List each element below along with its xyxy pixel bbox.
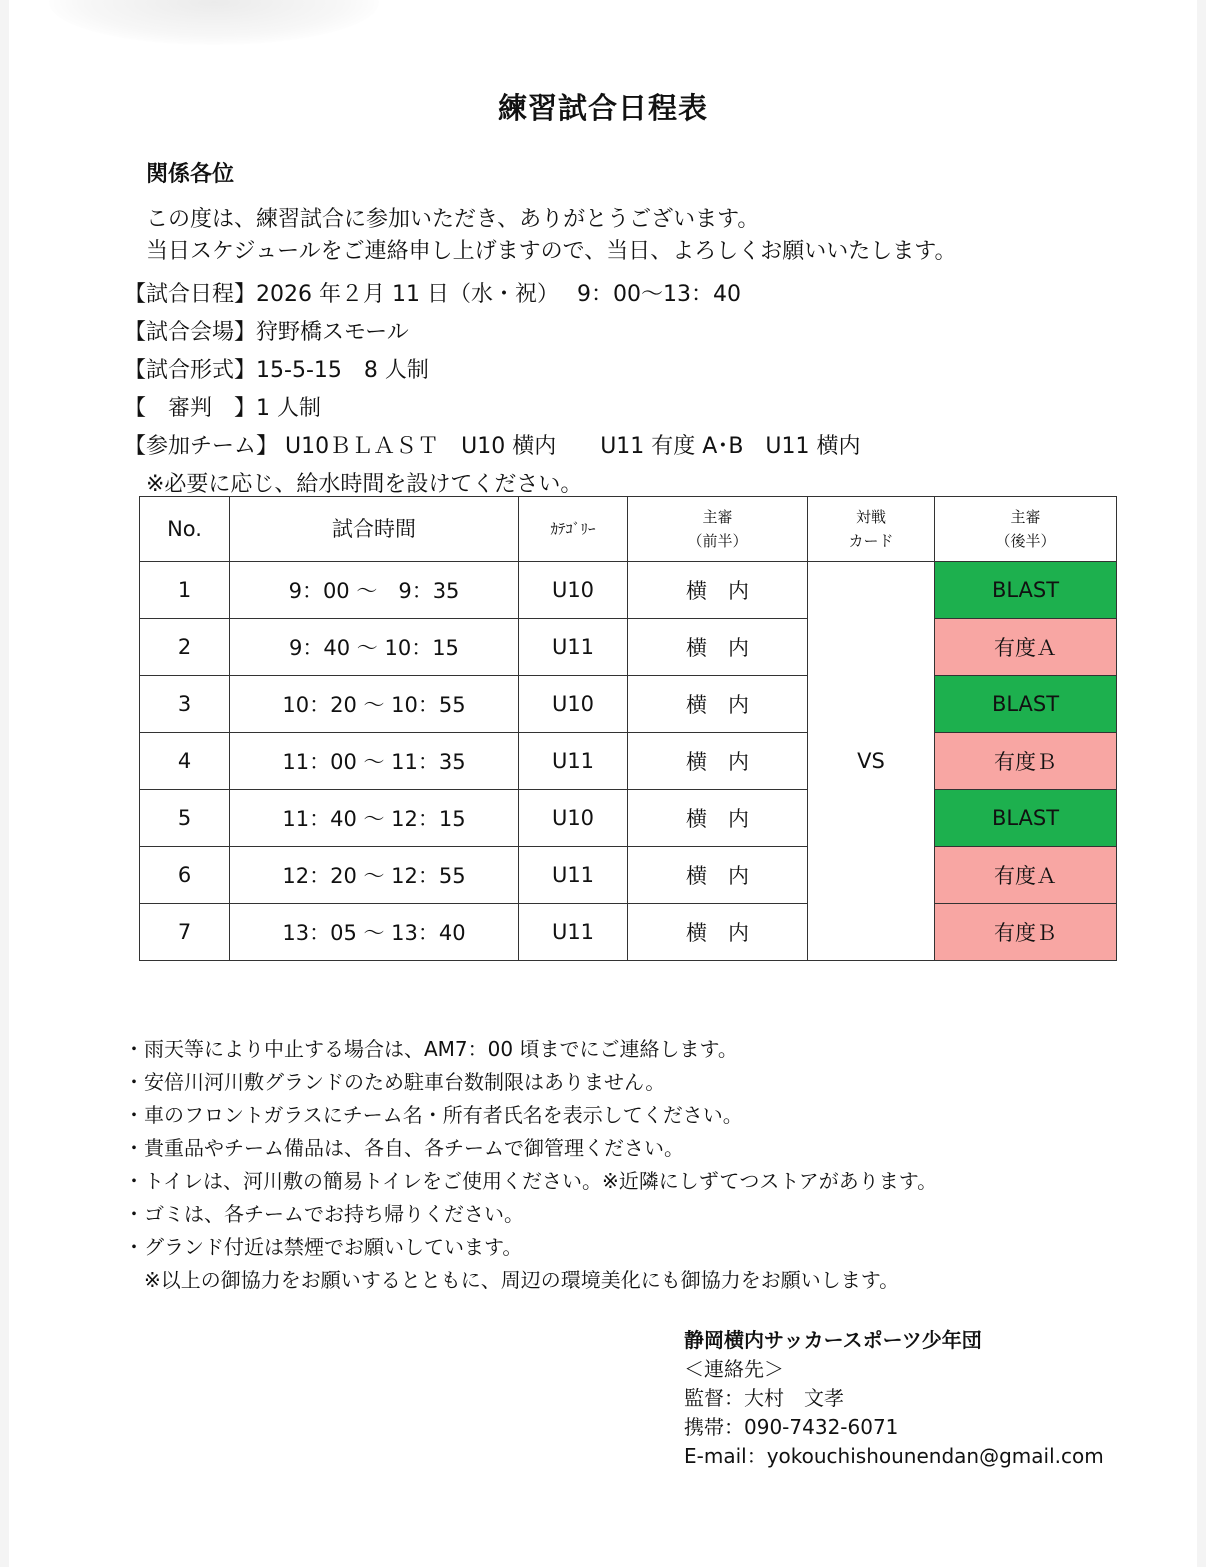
info-referee-value: 1 人制 <box>256 396 322 421</box>
cell-time: 9：00 ～ 9：35 <box>230 562 519 619</box>
cell-vs: VS <box>808 562 935 961</box>
manager-name: 監督：大村 文孝 <box>684 1386 844 1410</box>
document-title: 練習試合日程表 <box>497 91 708 125</box>
cell-referee-first: 横 内 <box>628 562 808 619</box>
schedule-table <box>139 496 1117 961</box>
cell-referee-second: 有度Ａ <box>935 619 1117 676</box>
cell-no: 6 <box>140 847 230 904</box>
water-note: ※必要に応じ、給水時間を設けてください。 <box>146 472 583 497</box>
header-match-card-line2: カード <box>848 532 894 550</box>
info-venue <box>124 315 409 346</box>
cell-no: 2 <box>140 619 230 676</box>
header-category: ｶﾃｺﾞﾘｰ <box>519 497 628 562</box>
table-row <box>140 676 1117 733</box>
organization-name: 静岡横内サッカースポーツ少年団 <box>684 1328 982 1352</box>
cell-no: 5 <box>140 790 230 847</box>
info-schedule-value: 2026 年２月 11 日（水・祝） 9：00～13：40 <box>256 282 741 307</box>
cell-no: 7 <box>140 904 230 961</box>
note-item: ・貴重品やチーム備品は、各自、各チームで御管理ください。 <box>124 1136 684 1160</box>
cell-time: 11：40 ～ 12：15 <box>230 790 519 847</box>
table-row <box>140 562 1117 619</box>
cell-referee-second: BLAST <box>935 790 1117 847</box>
info-teams <box>124 429 861 460</box>
page-shadow <box>49 0 379 45</box>
cell-time: 13：05 ～ 13：40 <box>230 904 519 961</box>
info-format <box>124 353 429 384</box>
header-referee-first <box>628 497 808 562</box>
header-referee-second <box>935 497 1117 562</box>
table-row <box>140 904 1117 961</box>
info-venue-label: 【試合会場】 <box>124 320 257 345</box>
notes-list <box>124 1033 937 1297</box>
cell-no: 1 <box>140 562 230 619</box>
note-item: ・安倍川河川敷グランドのため駐車台数制限はありません。 <box>124 1070 666 1094</box>
table-header-row <box>140 497 1117 562</box>
cell-referee-second: BLAST <box>935 676 1117 733</box>
table-row <box>140 847 1117 904</box>
cell-referee-first: 横 内 <box>628 733 808 790</box>
table-row <box>140 733 1117 790</box>
info-venue-value: 狩野橋スモール <box>256 320 409 345</box>
info-format-label: 【試合形式】 <box>124 358 257 383</box>
header-match-card-line1: 対戦 <box>855 508 886 526</box>
cell-referee-first: 横 内 <box>628 790 808 847</box>
phone-number: 携帯：090-7432-6071 <box>684 1415 899 1439</box>
header-no: No. <box>140 497 230 562</box>
cell-referee-second: BLAST <box>935 562 1117 619</box>
cell-category: U10 <box>519 676 628 733</box>
note-item: ・雨天等により中止する場合は、AM7：00 頃までにご連絡します。 <box>124 1037 738 1061</box>
note-item: ・トイレは、河川敷の簡易トイレをご使用ください。※近隣にしずてつストアがあります。 <box>124 1169 938 1193</box>
info-teams-value: U10ＢＬＡＳＴ U10 横内 U11 有度 A･B U11 横内 <box>278 434 861 459</box>
cell-referee-second: 有度Ｂ <box>935 904 1117 961</box>
header-referee-second-line2: （後半） <box>995 532 1056 550</box>
header-time: 試合時間 <box>230 497 519 562</box>
contact-label: ＜連絡先＞ <box>684 1357 784 1381</box>
note-item: ※以上の御協力をお願いするとともに、周辺の環境美化にも御協力をお願いします。 <box>124 1268 900 1292</box>
intro-line-2: 当日スケジュールをご連絡申し上げますので、当日、よろしくお願いいたします。 <box>146 239 957 264</box>
note-item: ・ゴミは、各チームでお持ち帰りください。 <box>124 1202 524 1226</box>
cell-referee-first: 横 内 <box>628 847 808 904</box>
table-row <box>140 619 1117 676</box>
intro-line-1: この度は、練習試合に参加いただき、ありがとうございます。 <box>146 207 760 232</box>
cell-no: 3 <box>140 676 230 733</box>
cell-referee-first: 横 内 <box>628 676 808 733</box>
cell-category: U11 <box>519 847 628 904</box>
cell-category: U11 <box>519 619 628 676</box>
cell-time: 10：20 ～ 10：55 <box>230 676 519 733</box>
header-referee-first-line2: （前半） <box>687 532 748 550</box>
header-match-card <box>808 497 935 562</box>
email-address[interactable]: E-mail：yokouchishounendan@gmail.com <box>684 1444 1104 1468</box>
cell-referee-second: 有度Ｂ <box>935 733 1117 790</box>
info-format-value: 15-5-15 8 人制 <box>256 358 429 383</box>
cell-referee-first: 横 内 <box>628 904 808 961</box>
info-referee <box>124 391 321 422</box>
header-referee-second-line1: 主審 <box>1010 508 1041 526</box>
cell-time: 12：20 ～ 12：55 <box>230 847 519 904</box>
info-schedule <box>124 277 741 308</box>
cell-category: U10 <box>519 562 628 619</box>
cell-category: U10 <box>519 790 628 847</box>
cell-category: U11 <box>519 904 628 961</box>
note-item: ・グランド付近は禁煙でお願いしています。 <box>124 1235 523 1259</box>
cell-time: 9：40 ～ 10：15 <box>230 619 519 676</box>
info-teams-label: 【参加チーム】 <box>124 434 279 459</box>
info-schedule-label: 【試合日程】 <box>124 282 257 307</box>
table-row <box>140 790 1117 847</box>
cell-category: U11 <box>519 733 628 790</box>
contact-footer <box>684 1326 1104 1471</box>
cell-no: 4 <box>140 733 230 790</box>
greeting: 関係各位 <box>146 162 235 187</box>
header-referee-first-line1: 主審 <box>702 508 733 526</box>
cell-time: 11：00 ～ 11：35 <box>230 733 519 790</box>
cell-referee-second: 有度Ａ <box>935 847 1117 904</box>
info-referee-label: 【 審判 】 <box>124 396 257 421</box>
note-item: ・車のフロントガラスにチーム名・所有者氏名を表示してください。 <box>124 1103 743 1127</box>
cell-referee-first: 横 内 <box>628 619 808 676</box>
